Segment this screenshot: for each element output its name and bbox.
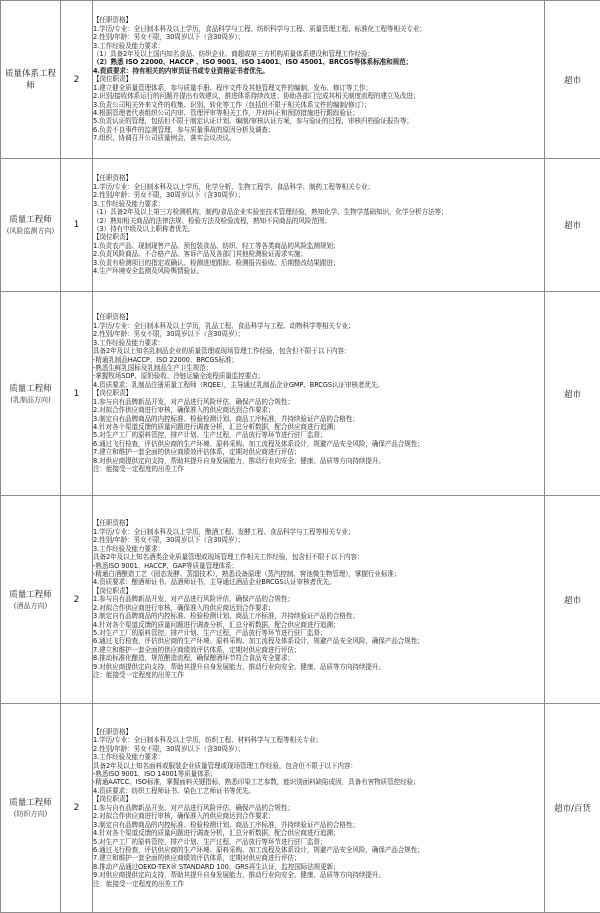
requirement-line: 1.学历/专业：全日制本科及以上学历，纺织工程、材料科学与工程等相关专业； [93, 736, 544, 744]
requirement-line: 9.对供应商提供定向支持，帮助其提升自身发展能力，推动行业向安全、健康、品质等方向持续提升。 [93, 871, 544, 879]
requirement-line: 1.参与自有品牌新品开发，对产品进行风险评估，确保产品的合规性； [93, 595, 544, 603]
requirement-line: 6.通过飞行检查，评估供应商的生产环境、原料采购、加工流程及体系设计，规避产品安全风险，确保产品合规性； [93, 846, 544, 854]
requirement-line: 4.针对各个渠道反馈的质量问题进行调查分析，汇总分析数据，配合供应商进行追溯； [93, 829, 544, 837]
work-location: 超市 [545, 292, 600, 496]
job-title-cell [1, 496, 61, 704]
requirement-line: 【任职资格】 [93, 174, 544, 182]
requirement-line: 【任职资格】 [93, 728, 544, 736]
requirement-line: 2.性别/年龄：男女不限，30周岁以下（含30周岁）； [93, 536, 544, 544]
requirement-line: 7.建立和维护一套全面的供应商绩效评估体系，定期对供应商进行评估； [93, 646, 544, 654]
requirement-line: 注：能接受一定程度的出差工作 [93, 671, 544, 679]
job-title: 质量体系工程师 [5, 69, 56, 91]
requirement-line: 7.建立和维护一套全面的供应商绩效评估体系，定期对供应商进行评估； [93, 854, 544, 862]
requirement-line: 具备2年及以上知名面料或服装企业质量管理或现场管理工作经验，包含但不限于以下内容： [93, 762, 544, 770]
requirement-line: 7.建立和维护一套全面的供应商绩效评估体系，定期对供应商进行评估； [93, 448, 544, 456]
requirement-line: 2.性别/年龄：男女不限，30周岁以下（含30周岁）； [93, 330, 544, 338]
requirement-line: 7.组织、协调召开公司质量例会，落实会议决议。 [93, 134, 544, 142]
requirement-line: -熟悉ISO 9001、ISO 14001等质量体系； [93, 770, 544, 778]
requirement-line: 【岗位职责】 [93, 75, 544, 83]
job-requirements-cell [93, 704, 545, 913]
requirement-line: 4.根据管理者代表组织公司内审、管理评审等相关工作，并对纠正和预防措施进行跟踪验证； [93, 109, 544, 117]
requirement-line: 4.针对各个渠道反馈的质量问题进行调查分析，汇总分析数据，配合供应商进行追溯； [93, 621, 544, 629]
requirement-line: 2.性别/年龄：男女不限，30周岁以下（含30周岁）； [93, 33, 544, 41]
requirement-line: 3.工作经验及能力要求： [93, 753, 544, 761]
requirement-line: 2.对拟合作供应商进行审核，确保准入的供应商达到合作要求； [93, 604, 544, 612]
requirement-line: 【任职资格】 [93, 519, 544, 527]
requirement-line: 1.学历/专业：全日制本科及以上学历，食品科学与工程、纺织科学与工程、质量管理工程、标准化工程等相关专业； [93, 25, 544, 33]
headcount: 2 [61, 496, 93, 704]
requirement-line: 6.通过飞行检查，评估供应商的生产环境、原料采购、加工流程及体系设计，规避产品安全风险，确保产品合规性； [93, 440, 544, 448]
requirement-line: 3.工作经验及能力要求： [93, 42, 544, 50]
requirement-line: 2.对拟合作供应商进行审核，确保准入的供应商达到合作要求； [93, 812, 544, 820]
requirement-line: （2）熟知相关商品的法律法规、检验方法及检验流程，熟知不同商品的风险范围； [93, 217, 544, 225]
job-requirements-cell [93, 496, 545, 704]
job-direction: (纺织方向) [1, 809, 60, 819]
requirement-line: 具备2年及以上知名酒类企业质量管理或现场管理工作相关工作经验，包含但不限于以下内容： [93, 553, 544, 561]
job-title: 质量工程师 [9, 590, 52, 600]
job-direction: (酒品方向) [1, 601, 60, 611]
requirement-line: 3.负责公司相关外来文件的收集、识别、转化等工作（包括但不限于相关体系文件的编制/修订）； [93, 101, 544, 109]
requirement-line: 1.学历/专业：全日制本科及以上学历，酿酒工程、发酵工程、食品科学与工程等相关专业； [93, 528, 544, 536]
headcount: 1 [61, 292, 93, 496]
job-row [1, 292, 600, 496]
requirement-line: 【岗位职责】 [93, 587, 544, 595]
requirement-line: （1）具备2年及以上第三方检测机构、制药/食品企业实验室技术管理经验，熟知化学、生物学基础知识，化学分析方法等； [93, 208, 544, 216]
requirement-line: 8.推动标准化酿造，规范酿造流程，确保酿酒环节符合食品安全要求； [93, 654, 544, 662]
job-row [1, 704, 600, 913]
requirement-line: 【岗位职责】 [93, 795, 544, 803]
requirement-line: 1.学历/专业：全日制本科及以上学历，化学分析、生物工程学、食品科学、制药工程等相关专业； [93, 183, 544, 191]
requirement-line: 具备2年及以上知名乳制品企业的质量管理或现场管理工作经验，包含但不限于以下内容： [93, 347, 544, 355]
work-location: 超市 [545, 1, 600, 159]
requirement-line: 【岗位职责】 [93, 233, 544, 241]
job-requirements-cell [93, 159, 545, 292]
requirement-line: 3.制定自有品牌商品的内控标准、检验检测计划、商品工序标准，并持续验证产品的合格性； [93, 415, 544, 423]
requirement-line: 4.资质要求：纺织工程师证书、染色工艺师证书等优先。 [93, 787, 544, 795]
requirement-line: 4.生产环境安全监测及风险舆情验证。 [93, 267, 544, 275]
requirement-line: 2.对拟合作供应商进行审核，确保准入的供应商达到合作要求； [93, 406, 544, 414]
work-location: 超市/百货 [545, 704, 600, 913]
requirement-line: 1.参与自有品牌新品开发，对产品进行风险评估，确保产品的合规性； [93, 398, 544, 406]
requirement-line: 6.通过飞行检查，评估供应商的生产环境、原料采购、加工流程及体系设计，规避产品安全风险，确保产品合规性； [93, 637, 544, 645]
job-title-cell [1, 292, 61, 496]
job-direction: (乳制品方向) [1, 395, 60, 405]
requirement-line: 4.针对各个渠道反馈的质量问题进行调查分析，汇总分析数据，配合供应商进行追溯； [93, 423, 544, 431]
job-title-cell [1, 159, 61, 292]
headcount: 2 [61, 1, 93, 159]
requirement-line: 2.性别/年龄：男女不限，30周岁以下（含30周岁）； [93, 745, 544, 753]
requirement-line: 4.资质要求：酿酒师证书、品酒师证书，主导通过酒品企业BRCGS认证审核者优先。 [93, 578, 544, 586]
job-direction: (风险监测方向) [1, 226, 60, 236]
work-location: 超市 [545, 159, 600, 292]
requirement-line: 注：能接受一定程度的出差工作 [93, 465, 544, 473]
requirement-line: 【任职资格】 [93, 16, 544, 24]
requirement-line: （2）熟悉 ISO 22000、HACCP 、ISO 9001、ISO 14001、ISO 45001、BRCGS等体系标准和规范； [93, 58, 544, 66]
requirement-line: 4.资质要求：乳制品注册质量工程师（RQEE），主导通过乳制品企业GMP、BRCGS认证审核者优先。 [93, 381, 544, 389]
job-row [1, 1, 600, 159]
requirement-line: 2.识别/接收体系运行的问题并提出有效建议，推进体系持续改进；协助各部门完成其相关制度流程的建立及改进； [93, 92, 544, 100]
job-requirements-cell [93, 292, 545, 496]
requirement-line: 5.对生产工厂的原料管控，排产计划、生产过程，产品放行等环节进行驻厂监督； [93, 629, 544, 637]
requirement-line: 注：能接受一定程度的出差工作 [93, 880, 544, 888]
requirement-line: 3.制定自有品牌商品的内控标准、检验检测计划、商品工序标准，并持续验证产品的合格性； [93, 612, 544, 620]
requirement-line: 8.对供应商提供定向支持，帮助其提升自身发展能力，推动行业向安全、健康、品质等方向持续提升。 [93, 457, 544, 465]
job-title: 质量工程师 [9, 798, 52, 808]
requirement-line: -熟悉ISO 9001、HACCP、GAP等质量管理体系； [93, 562, 544, 570]
requirement-line: 5.对生产工厂的原料管控，排产计划、生产过程，产品放行等环节进行驻厂监督； [93, 838, 544, 846]
requirement-line: 5.对生产工厂的原料管控，排产计划、生产过程，产品放行等环节进行驻厂监督； [93, 431, 544, 439]
requirement-line: （3）持有中级及以上职称者优先。 [93, 225, 544, 233]
job-title-cell [1, 1, 61, 159]
requirement-line: 1.学历/专业：全日制本科及以上学历，乳品工程、食品科学与工程、动物科学等相关专业； [93, 322, 544, 330]
requirement-line: 9.对供应商提供定向支持，帮助其提升自身发展能力，推动行业向安全、健康、品质等方向持续提升。 [93, 663, 544, 671]
requirement-line: 3.制定自有品牌商品的内控标准、检验检测计划、商品工序标准，并持续验证产品的合格性； [93, 821, 544, 829]
job-title: 质量工程师 [9, 215, 52, 225]
requirement-line: -精通白酒酿造工艺（固态发酵、蒸馏技术），熟悉设备原理（蒸汽控制、窖池微生物管理），掌握行业标准； [93, 570, 544, 578]
requirement-line: -熟悉生鲜乳国标及乳制品生产卫生规范； [93, 364, 544, 372]
requirement-line: 1.建立健全质量管理体系，参与质量手册、程序文件及其他管理文件的编制、发布、修订等工作； [93, 84, 544, 92]
requirement-line: 【任职资格】 [93, 313, 544, 321]
requirement-line: 2.负责风险商品、不合格产品、客诉产品及各部门其他检测验证需求实施； [93, 250, 544, 258]
requirement-line: 4.资质要求：持有相关的内审员证书或专业资格证书者优先。 [93, 67, 544, 75]
requirement-line: 3.工作经验及能力要求： [93, 545, 544, 553]
job-title-cell [1, 704, 61, 913]
requirement-line: -精通AATCC、ISO标准，掌握面料关键指标，熟悉印染工艺参数，能识别面料缺陷成因，具备有害物质管控经验； [93, 778, 544, 786]
requirement-line: 2.性别/年龄：男女不限，30周岁以下（含30周岁）； [93, 191, 544, 199]
headcount: 2 [61, 704, 93, 913]
requirement-line: -掌握牧场SOP、原奶验收、冷链运输全流程质量监控要点； [93, 372, 544, 380]
requirement-line: 3.工作经验及能力要求： [93, 200, 544, 208]
requirement-line: -精通乳制品HACCP、ISO 22000、BRCGS标准； [93, 356, 544, 364]
work-location: 超市 [545, 496, 600, 704]
job-table-body [1, 1, 600, 913]
requirement-line: 6.负责不良事件的监测管理，参与质量事故的原因分析及调查； [93, 126, 544, 134]
headcount: 1 [61, 159, 93, 292]
job-title: 质量工程师 [9, 384, 52, 394]
job-row [1, 496, 600, 704]
requirement-line: 3.工作经验及能力要求： [93, 339, 544, 347]
requirement-line: 1.负责农产品、现制现售产品、预包装食品、纺织、轻工等各类商品的风险监测规划； [93, 242, 544, 250]
requirement-line: 8.推动产品通过OEKO-TEX® STANDARD 100、GRS再生认证，监控国际法规更新； [93, 863, 544, 871]
requirement-line: 3.负责有检测项目的指定或确认、检测进度跟踪、检测报告验收、后期整改结果跟进； [93, 259, 544, 267]
job-row [1, 159, 600, 292]
requirement-line: 【岗位职责】 [93, 389, 544, 397]
job-requirements-cell [93, 1, 545, 159]
requirement-line: 1.参与自有品牌新品开发，对产品进行风险评估，确保产品的合规性； [93, 804, 544, 812]
requirement-line: （1）具备2年及以上国内知名食品、纺织企业、商超或第三方机构质量体系建设和管理工作经验； [93, 50, 544, 58]
requirement-line: 5.负责认证的管理，包括但不限于制定认证计划、编制/审核认证方案，参与验证的过程，审核归档验证报告等； [93, 117, 544, 125]
